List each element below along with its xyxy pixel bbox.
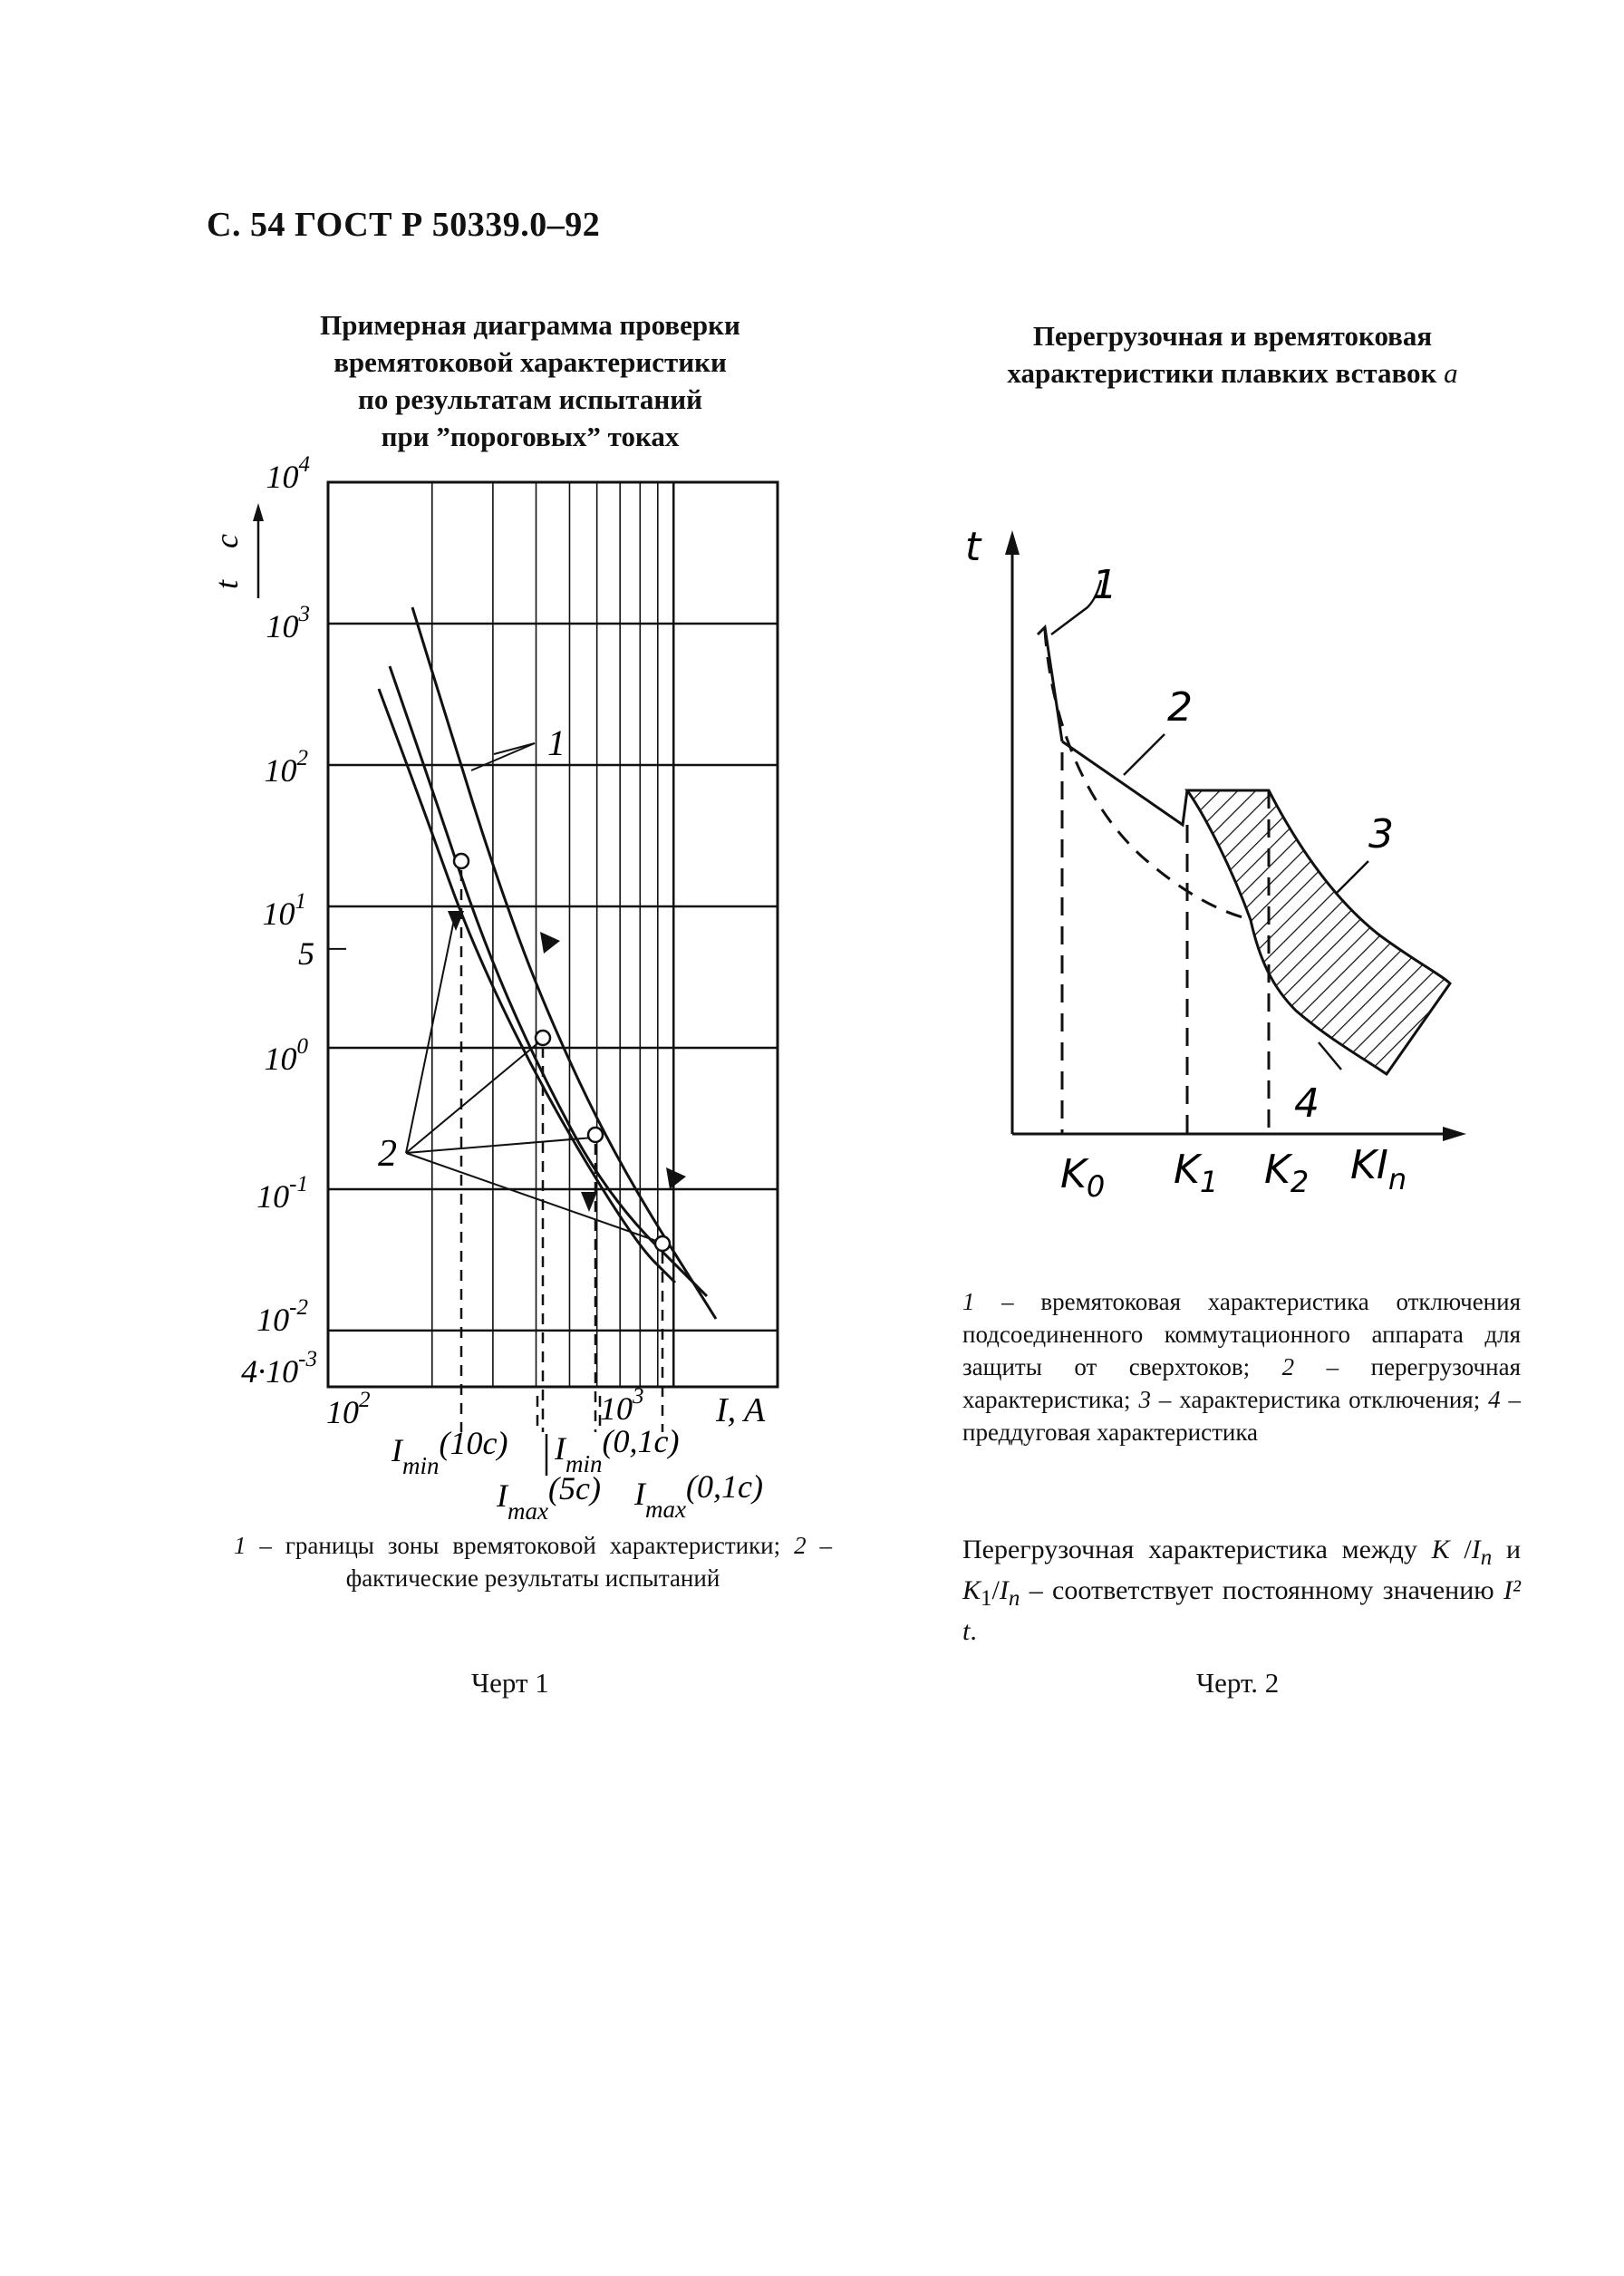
y-tick: $10^3$ <box>266 602 310 644</box>
chart1-title: Примерная диаграмма проверки времятоковой характеристики по результатам испытаний при ”пороговых” токах <box>320 309 740 452</box>
curve-label-1: 1 <box>547 722 566 763</box>
x-axis-label: I, A <box>716 1391 766 1429</box>
y-tick: $10^4$ <box>266 452 310 495</box>
label-imax-01c: $I_{max}(0,1с)$ <box>634 1468 763 1523</box>
chart2-legend: 1 – времятоковая характеристика отключения подсоединенного коммутационного аппарата для защиты от сверхтоков; 2 – перегрузочная характеристика; 3 – характеристика отключения; 4 – преддуговая характеристика <box>962 1288 1522 1446</box>
figure-2-label: Черт. 2 <box>1196 1667 1280 1699</box>
label-imin-01c: $I_{min}(0,1с)$ <box>555 1423 680 1477</box>
k0-label: $K_0$ <box>1060 1151 1106 1204</box>
y-tick: $10^{-2}$ <box>256 1295 308 1338</box>
curve-3-start <box>1038 627 1062 741</box>
chart2-label-2: 2 <box>1167 684 1193 731</box>
curve-2 <box>1062 741 1187 825</box>
chart2-y-arrowhead <box>1005 530 1020 555</box>
y-axis-unit: с <box>208 534 245 548</box>
y-tick: $10^2$ <box>264 746 308 789</box>
leader-3 <box>1337 861 1368 893</box>
k2-label: $K_2$ <box>1264 1147 1310 1199</box>
y-tick: $10^{-1}$ <box>256 1172 308 1215</box>
leader-4 <box>1319 1042 1341 1070</box>
label-imax-5c: $I_{max}(5с)$ <box>497 1470 601 1525</box>
chart2-note: Перегрузочная характеристика между K $/I_n$ и $K_1/I_n$ – соответствует постоянному значению I² t. <box>962 1535 1521 1646</box>
chart2-title: Перегрузочная и времятоковая характеристики плавких вставок a <box>1007 320 1458 389</box>
label-imin-10c: $I_{min}(10с)$ <box>392 1425 508 1479</box>
chart2-x-arrowhead <box>1443 1127 1466 1141</box>
k1-label: $K_1$ <box>1174 1147 1219 1199</box>
x-tick: $10^2$ <box>326 1388 371 1430</box>
chart2-x-label: $KI_n$ <box>1350 1142 1407 1196</box>
leader-2 <box>1124 734 1165 775</box>
curve-1 <box>1045 630 1252 920</box>
chart2-label-4: 4 <box>1294 1080 1320 1127</box>
figure-1-label: Черт 1 <box>471 1667 549 1699</box>
y-tick: 5 <box>298 935 314 972</box>
y-tick: $4\cdot 10^{-3}$ <box>241 1347 317 1390</box>
y-axis-symbol: t <box>208 579 245 589</box>
x-tick: $10^3$ <box>600 1384 644 1427</box>
y-tick: $10^0$ <box>264 1034 308 1077</box>
chart2-label-1: 1 <box>1092 562 1117 608</box>
chart2-label-3: 3 <box>1368 811 1394 857</box>
chart2-y-label: t <box>965 524 981 570</box>
y-tick: $10^1$ <box>262 889 306 932</box>
page-header: С. 54 ГОСТ Р 50339.0–92 <box>207 206 601 244</box>
chart1-caption: 1 – границы зоны времятоковой характеристики; 2 – фактические результаты испытаний <box>234 1532 832 1592</box>
zone-3-4 <box>1187 790 1450 1074</box>
curve-label-2: 2 <box>378 1133 397 1175</box>
